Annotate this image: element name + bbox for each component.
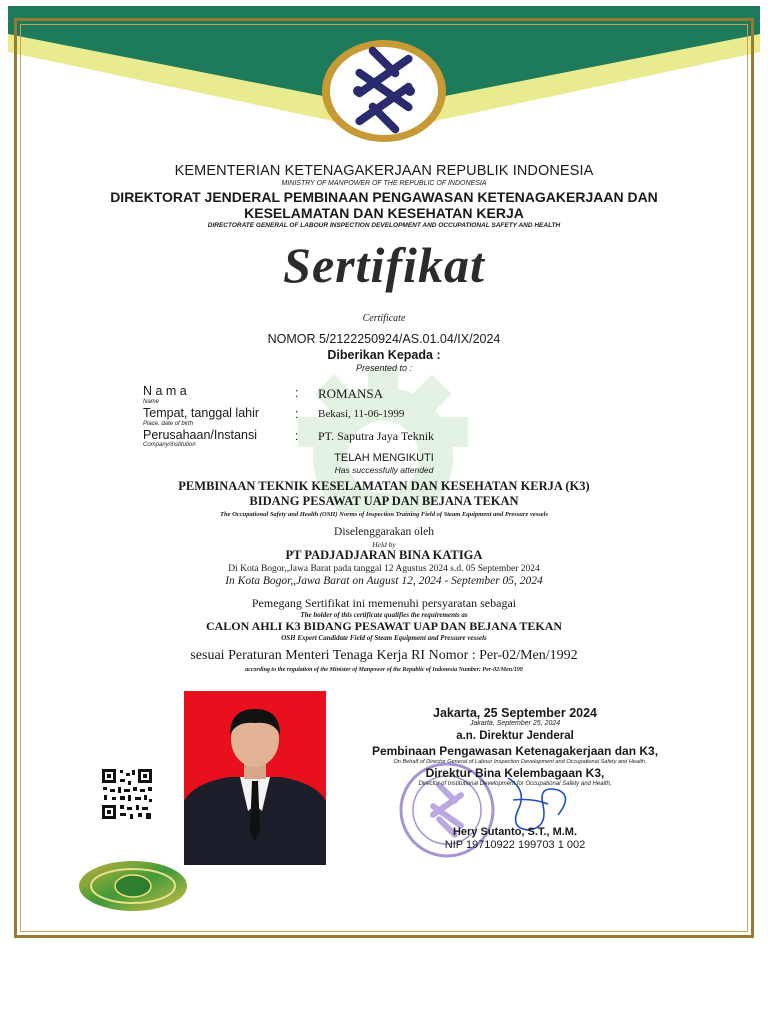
qualified-role: CALON AHLI K3 BIDANG PESAWAT UAP DAN BEJANA TEKAN — [205, 619, 563, 633]
birth-label-en: Place, date of birth — [143, 421, 194, 427]
name-label-en: Name — [143, 399, 160, 405]
director-title: Direktur Bina Kelembagaan K3, — [425, 766, 605, 780]
certificate-title-en: Certificate — [362, 313, 406, 324]
directorate-name-en: DIRECTORATE GENERAL OF LABOUR INSPECTION DEVELOPMENT AND OCCUPATIONAL SAFETY AND HEALTH — [207, 222, 561, 229]
regulation-en: according to the regulation of the Minister of Manpower of the Republic of Indonesia Number: Per-02/Men/199 — [245, 667, 523, 673]
holder-statement: Pemegang Sertifikat ini memenuhi persyaratan sebagai — [251, 596, 517, 610]
training-title-en: The Occupational Safety and Health (OSH) Norms of Inspection Training Field of Steam Equipment and Pressure vessels — [219, 511, 549, 518]
director-title-en: Director of Institutional Development for Occupational Safety and Health, — [418, 781, 612, 787]
company-label: Perusahaan/Instansi — [143, 428, 257, 442]
held-by-label-en: Held by — [372, 540, 396, 549]
birth-colon: : — [295, 407, 299, 421]
holder-photo — [184, 691, 326, 865]
person-silhouette-icon — [184, 691, 326, 865]
qualified-role-en: OSH Expert Candidate Field of Steam Equipment and Pressure vessels — [281, 634, 487, 642]
held-by-label: Diselenggarakan oleh — [334, 526, 434, 538]
certificate-number: NOMOR 5/2122250924/AS.01.04/IX/2024 — [267, 332, 501, 346]
sign-place-date-en: Jakarta, September 25, 2024 — [469, 720, 561, 727]
on-behalf-en: On Behalf of Director General of Labour Inspection Development and Occupational Safety and Health, — [393, 759, 647, 765]
name-value: ROMANSA — [318, 386, 384, 401]
training-title-line1: PEMBINAAN TEKNIK KESELAMATAN DAN KESEHATAN KERJA (K3) — [178, 479, 590, 493]
company-label-en: Company/institution — [143, 442, 196, 448]
birth-label: Tempat, tanggal lahir — [143, 406, 260, 420]
ministry-name: KEMENTERIAN KETENAGAKERJAAN REPUBLIK INDONESIA — [174, 163, 594, 179]
name-label: N a m a — [143, 384, 187, 398]
ministry-name-en: MINISTRY OF MANPOWER OF THE REPUBLIC OF INDONESIA — [281, 180, 487, 187]
presented-to: Diberikan Kepada : — [327, 348, 441, 362]
name-colon: : — [295, 386, 299, 400]
hologram-seal-icon — [78, 860, 188, 912]
training-location-id: Di Kota Bogor,,Jawa Barat pada tanggal 12 Agustus 2024 s.d. 05 September 2024 — [228, 564, 540, 574]
company-value: PT. Saputra Jaya Teknik — [318, 429, 435, 443]
certificate-title: Sertifikat — [283, 237, 485, 293]
sign-place-date: Jakarta, 25 September 2024 — [433, 706, 597, 720]
training-location-en: In Kota Bogor,,Jawa Barat on August 12, 2024 - September 05, 2024 — [225, 575, 543, 587]
qr-code-icon[interactable] — [100, 767, 154, 821]
presented-to-en: Presented to : — [355, 363, 413, 373]
company-colon: : — [295, 429, 299, 443]
birth-value: Bekasi, 11-06-1999 — [318, 408, 405, 420]
signer-name: Hery Sutanto, S.T., M.M. — [452, 826, 578, 838]
organizer-name: PT PADJADJARAN BINA KATIGA — [285, 548, 483, 562]
regulation: sesuai Peraturan Menteri Tenaga Kerja RI Nomor : Per-02/Men/1992 — [190, 648, 578, 663]
on-behalf-label: a.n. Direktur Jenderal — [456, 730, 574, 742]
directorate-name-line2: KESELAMATAN DAN KESEHATAN KERJA — [244, 205, 524, 221]
attended-label-en: Has successfully attended — [334, 465, 434, 475]
attended-label: TELAH MENGIKUTI — [334, 452, 434, 464]
on-behalf-unit: Pembinaan Pengawasan Ketenagakerjaan dan K3, — [371, 744, 659, 758]
directorate-name-line1: DIREKTORAT JENDERAL PEMBINAAN PENGAWASAN KETENAGAKERJAAN DAN — [110, 189, 658, 205]
training-title-line2: BIDANG PESAWAT UAP DAN BEJANA TEKAN — [249, 494, 519, 508]
holder-statement-en: The holder of this certificate qualifies the requirements as — [300, 611, 468, 619]
signer-nip: NIP 19710922 199703 1 002 — [444, 839, 586, 851]
ministry-logo-icon — [320, 38, 448, 144]
